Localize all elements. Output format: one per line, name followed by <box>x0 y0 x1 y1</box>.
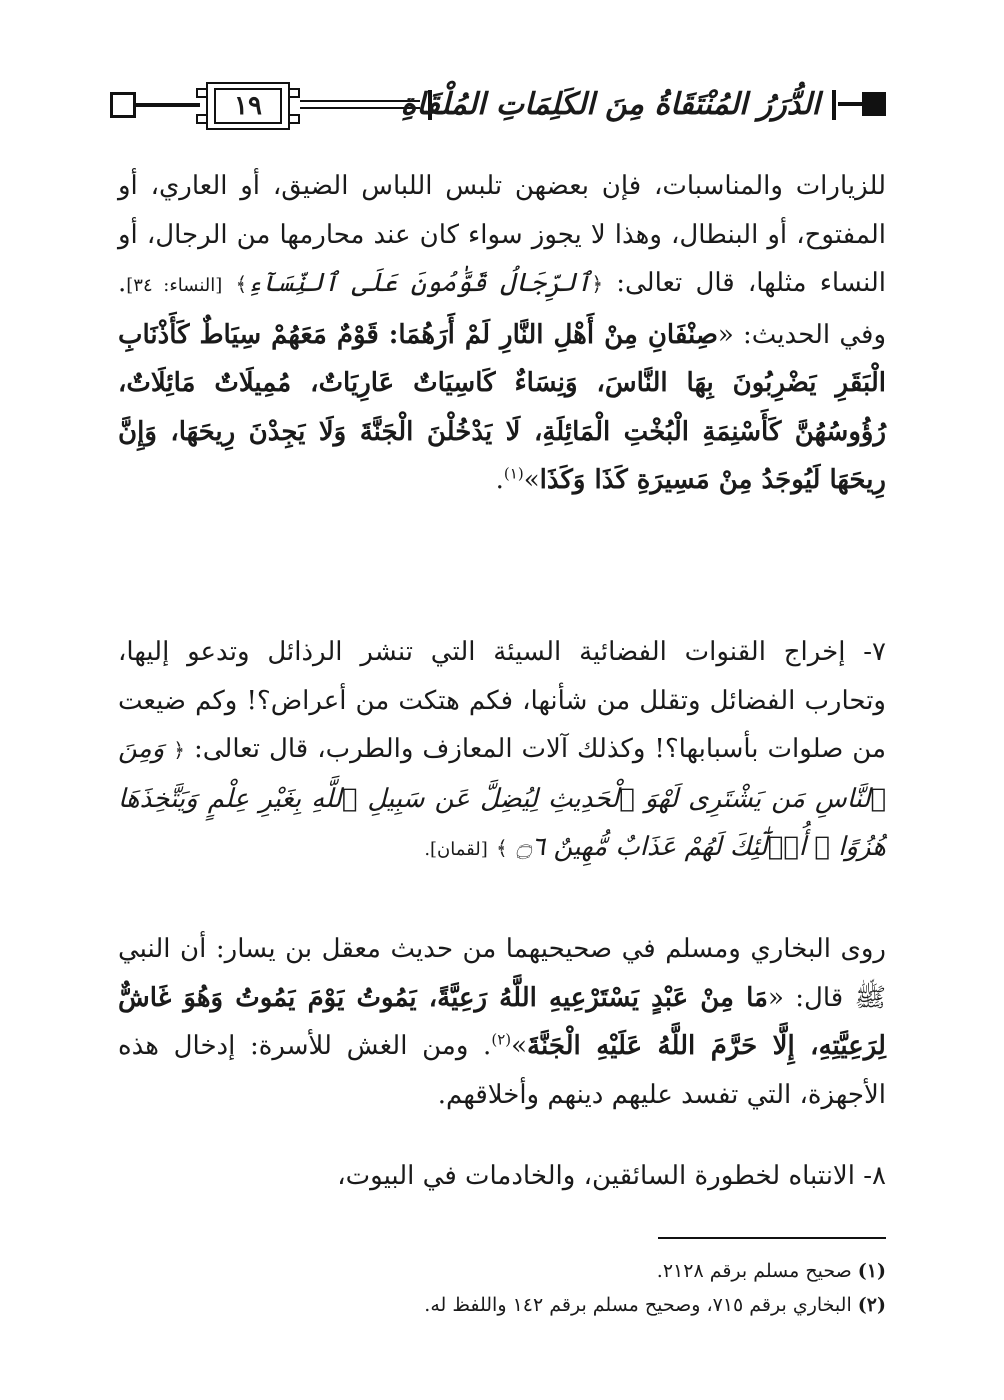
footnote-number: (١) <box>857 1260 886 1282</box>
footnotes <box>118 1254 886 1322</box>
header-rule-left <box>136 103 200 107</box>
footnote-separator <box>658 1237 886 1239</box>
paragraph-hadith-maqil <box>118 925 886 1119</box>
quran-bracket-close: ﴾ <box>235 272 248 296</box>
verse-reference: [لقمان]. <box>424 839 488 860</box>
footnote-text: صحيح مسلم برقم ٢١٢٨. <box>656 1260 852 1282</box>
page-number-frame <box>196 82 300 130</box>
verse-reference: [النساء: ٣٤] <box>126 275 223 296</box>
page-number: ١٩ <box>234 91 262 121</box>
paragraph-point-7 <box>118 628 886 875</box>
footnote-marker[interactable]: (٢) <box>491 1030 512 1049</box>
body-text: . <box>495 465 504 495</box>
quran-verse: ٱلرِّجَالُ قَوَّٰمُونَ عَلَى ٱلنِّسَآءِ <box>247 268 592 298</box>
running-title: الدُّرَرُ المُنْتَقَاةُ مِنَ الكَلِمَاتِ المُلْقَاةِ <box>400 87 820 122</box>
quran-bracket-open: ﴿ <box>173 738 185 762</box>
footnote-text: البخاري برقم ٧١٥، وصحيح مسلم برقم ١٤٢ واللفظ له. <box>424 1294 852 1316</box>
quran-bracket-close: ﴾ <box>496 836 508 860</box>
footnote-item <box>118 1288 886 1322</box>
header-square-ornament-left <box>110 92 136 118</box>
hadith-text: مَا مِنْ عَبْدٍ يَسْتَرْعِيهِ اللَّهُ رَعِيَّةً، يَمُوتُ يَوْمَ يَمُوتُ وَهُوَ غَاشٌّ لِرَعِيَّتِهِ، إِلَّا حَرَّمَ اللَّهُ عَلَيْهِ الْجَنَّةَ <box>118 982 886 1061</box>
header-rule-right <box>838 102 864 106</box>
quran-bracket-open: ﴿ <box>591 272 604 296</box>
page-header <box>110 78 886 134</box>
body-text: روى البخاري ومسلم في صحيحيهما من حديث معقل بن يسار: أن النبي ﷺ قال: « <box>118 934 886 1013</box>
body-text: للزيارات والمناسبات، فإن بعضهن تلبس اللباس الضيق، أو العاري، أو المفتوح، أو البنطال، وهذا لا يجوز سواء كان عند محارمها من الرجال، أو النساء مثلها، قال تعالى: <box>118 171 887 298</box>
header-bar-right <box>832 90 836 120</box>
footnote-number: (٢) <box>857 1294 886 1316</box>
header-square-ornament-right <box>862 92 886 116</box>
paragraph-women-dress <box>118 162 886 505</box>
body-text: . ومن الغش للأسرة: إدخال هذه الأجهزة، التي تفسد عليهم دينهم وأخلاقهم. <box>118 1031 886 1110</box>
quote-mark: » <box>511 1031 528 1061</box>
footnote-marker[interactable]: (١) <box>503 464 524 483</box>
body-text: . وفي الحديث: « <box>118 268 886 350</box>
body-text: ٨- الانتباه لخطورة السائقين، والخادمات في البيوت، <box>337 1161 886 1191</box>
body-text: ٧- إخراج القنوات الفضائية السيئة التي تنشر الرذائل وتدعو إليها، وتحارب الفضائل وتقلل من شأنها، فكم هتكت من أعراض؟! وكم ضيعت من صلوات بأسبابها؟! وكذلك آلات المعازف والطرب، قال تعالى: <box>118 637 887 764</box>
hadith-text: صِنْفَانِ مِنْ أَهْلِ النَّارِ لَمْ أَرَهُمَا: قَوْمٌ مَعَهُمْ سِيَاطٌ كَأَذْنَابِ الْبَقَرِ يَضْرِبُونَ بِهَا النَّاسَ، وَنِسَاءٌ كَاسِيَاتٌ عَارِيَاتٌ، مُمِيلَاتٌ مَائِلَاتٌ، رُؤُوسُهُنَّ كَأَسْنِمَةِ الْبُخْتِ الْمَائِلَةِ، لَا يَدْخُلْنَ الْجَنَّةَ وَلَا يَجِدْنَ رِيحَهَا، وَإِنَّ رِيحَهَا لَيُوجَدُ مِنْ مَسِيرَةِ كَذَا وَكَذَا <box>118 319 886 495</box>
paragraph-point-8 <box>118 1152 886 1201</box>
quran-verse: وَمِنَ ٱلنَّاسِ مَن يَشْتَرِى لَهْوَ ٱلْحَدِيثِ لِيُضِلَّ عَن سَبِيلِ ٱللَّهِ بِغَيْرِ عِلْمٍ وَيَتَّخِذَهَا هُزُوًا ۚ أُو۟لَٰٓئِكَ لَهُمْ عَذَابٌ مُّهِينٌ ۝٦ <box>118 734 886 862</box>
footnote-item <box>118 1254 886 1288</box>
quote-mark: » <box>523 465 540 495</box>
